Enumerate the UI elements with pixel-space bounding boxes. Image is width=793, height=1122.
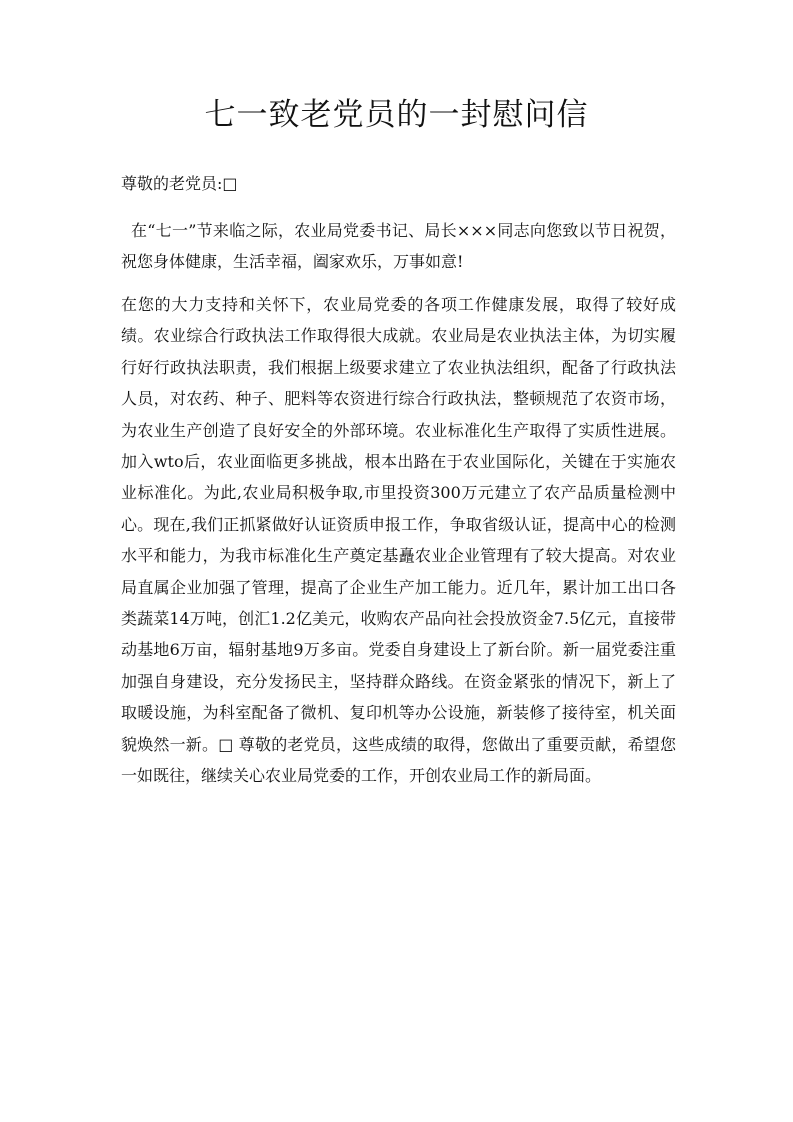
letter-title: 七一致老党员的一封慰问信 <box>204 97 589 133</box>
paragraph-1: 在“七一”节来临之际，农业局党委书记、局长×××同志向您致以节日祝贺，祝您身体健康，生活幸福，阖家欢乐，万事如意! <box>121 221 676 272</box>
letter-greeting: 尊敬的老党员:□ <box>121 174 238 193</box>
paragraph-2: 在您的大力支持和关怀下，农业局党委的各项工作健康发展，取得了较好成绩。农业综合行政执法工作取得很大成就。农业局是农业执法主体，为切实履行好行政执法职责，我们根据上级要求建立了农业执法组织，配备了行政执法人员，对农药、种子、肥料等农资进行综合行政执法，整顿规范了农资市场，为农业生产创造了良好安全的外部环境。农业标准化生产取得了实质性进展。加入wto后，农业面临更多挑战，根本出路在于农业国际化，关键在于实施农业标准化。为此,农业局积极争取,市里投资300万元建立了农产品质量检测中心。现在,我们正抓紧做好认证资质申报工作，争取省级认证，提高中心的检测水平和能力，为我市标准化生产奠定基矗农业企业管理有了较大提高。对农业局直属企业加强了管理，提高了企业生产加工能力。近几年，累计加工出口各类蔬菜14万吨，创汇1.2亿美元，收购农产品向社会投放资金7.5亿元，直接带动基地6万亩，辐射基地9万多亩。党委自身建设上了新台阶。新一届党委注重加强自身建设，充分发扬民主，坚持群众路线。在资金紧张的情况下，新上了取暖设施，为科室配备了微机、复印机等办公设施，新装修了接待室，机关面貌焕然一新。□ 尊敬的老党员，这些成绩的取得，您做出了重要贡献，希望您一如既往，继续关心农业局党委的工作，开创农业局工作的新局面。 <box>121 295 676 786</box>
